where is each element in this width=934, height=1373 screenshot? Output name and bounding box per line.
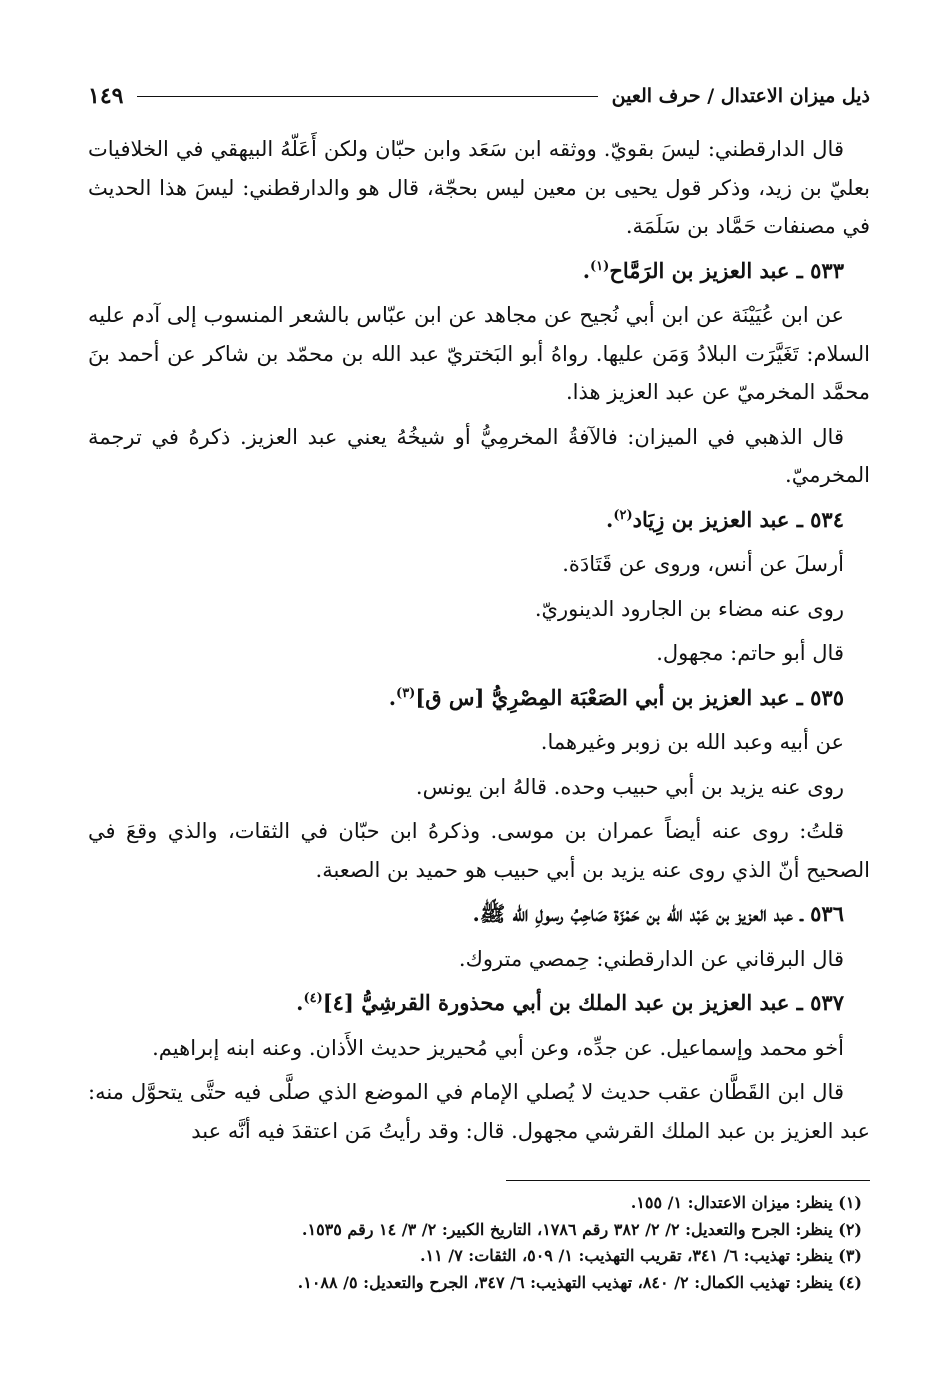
footnotes — [88, 1190, 870, 1296]
page-header — [88, 76, 870, 116]
text-line: عن أبيه وعبد الله بن زوبر وغيرهما. — [540, 730, 844, 754]
paragraph: عن ابن عُيَيْنَة عن ابن أبي نُجيح عن مجاهد عن ابن عبّاس بالشعر المنسوب إلى آدم عليه السلام: تَغَيَّرَت البلادُ وَمَن عليها. رواهُ أبو البَختريّ عبد الله بن محمّد بن شاكر عن أحمد بنَ محمَّد المخرميّ عن عبد العزيز هذا. — [88, 303, 870, 404]
text-line: روى عنه يزيد بن أبي حبيب وحده. قالهُ ابن يونس. — [415, 774, 844, 799]
footnote-1: (١) ينظر: ميزان الاعتدال: ١/ ١٥٥. — [630, 1193, 862, 1212]
text-line: أخو محمد وإسماعيل. عن جدِّه، وعن أبي مُحيريز حديث الأَذان. وعنه ابنه إبراهيم. — [152, 1035, 844, 1060]
paragraph: قال ابن القَطَّان عقب حديث لا يُصلي الإمام في الموضع الذي صلَّى فيه حتَّى يتحوَّل منه: عبد العزيز بن عبد الملك القرشي مجهول. قال: وقد رأيتُ مَن اعتقدَ فيه أنَّه عبد — [88, 1080, 870, 1143]
entry-535-title: ٥٣٥ ـ عبد العزيز بن أبي الصَعْبَة المِصْرِيُّ [س ق]$^{(٣)}$. — [388, 684, 844, 710]
text-line: قال البرقاني عن الدارقطني: حِمصي متروك. — [458, 946, 844, 971]
footnote-ref-1[interactable]: (١) — [590, 258, 610, 274]
running-title: ذيل ميزان الاعتدال / حرف العين — [611, 85, 870, 107]
footnote-ref-4[interactable]: (٤) — [303, 991, 323, 1006]
entry-537-title: ٥٣٧ ـ عبد العزيز بن عبد الملك بن أبي محذورة القرشِيُّ [٤]$^{(٤)}$. — [296, 990, 844, 1015]
footnote-3: (٣) ينظر: تهذيب: ٦/ ٣٤١، تقريب التهذيب: ١/ ٥٠٩، الثقات: ٧/ ١١. — [419, 1246, 862, 1265]
footnote-ref-2[interactable]: (٢) — [613, 507, 633, 523]
text-line: روى عنه مضاء بن الجارود الدينوريّ. — [534, 596, 844, 621]
entry-534-title: ٥٣٤ ـ عبد العزيز بن زِيَاد$^{(٢)}$. — [606, 506, 844, 532]
header-rule — [137, 96, 597, 97]
paragraph: قلتُ: روى عنه أيضاً عمران بن موسى. وذكرهُ ابن حبّان في الثقات، والذي وقعَ في الصحيح أنّ الذي روى عنه يزيد بن أبي حبيب هو حميد بن الصعبة. — [88, 819, 870, 882]
text-line: قال أبو حاتم: مجهول. — [656, 641, 844, 665]
footnote-2: (٢) ينظر: الجرح والتعديل: ٢/ ٢/ ٣٨٢ رقم ١٧٨٦، التاريخ الكبير: ٢/ ٣/ ١٤ رقم ١٥٣٥. — [301, 1219, 862, 1239]
footnote-separator — [506, 1180, 870, 1181]
main-text — [88, 130, 870, 1156]
page-number: ١٤٩ — [88, 83, 124, 109]
entry-533-title: ٥٣٣ ـ عبد العزيز بن الرَمَّاح$^{(١)}$. — [582, 257, 844, 283]
paragraph: قال الذهبي في الميزان: فالآفةُ المخرمِيُّ أو شيخُهُ يعني عبد العزيز. ذكرهُ في ترجمة المخرميّ. — [88, 424, 870, 487]
footnote-ref-3[interactable]: (٣) — [396, 685, 416, 701]
text-line: أرسلَ عن أنس، وروى عن قَتَادَة. — [562, 552, 844, 576]
entry-536-title: ٥٣٦ ـ عبد العزيز بن عَبْد الله بن حَمْزَة صَاحِبُ رسولِ الله ﷺ. — [472, 901, 844, 926]
footnote-4: (٤) ينظر: تهذيب الكمال: ٢/ ٨٤٠، تهذيب التهذيب: ٦/ ٣٤٧، الجرح والتعديل: ٥/ ١٠٨٨. — [297, 1272, 862, 1292]
paragraph: قال الدارقطني: ليسَ بقويّ. ووثقه ابن سَعَد وابن حبّان ولكن أَعَلّهُ البيهقي في الخلافيات بعليّ بن زيد، وذكر قول يحيى بن معين ليس بحجّة، قال هو والدارقطني: ليسَ هذا الحديث في مصنفات حَمَّاد بن سَلَمَة. — [88, 137, 870, 238]
